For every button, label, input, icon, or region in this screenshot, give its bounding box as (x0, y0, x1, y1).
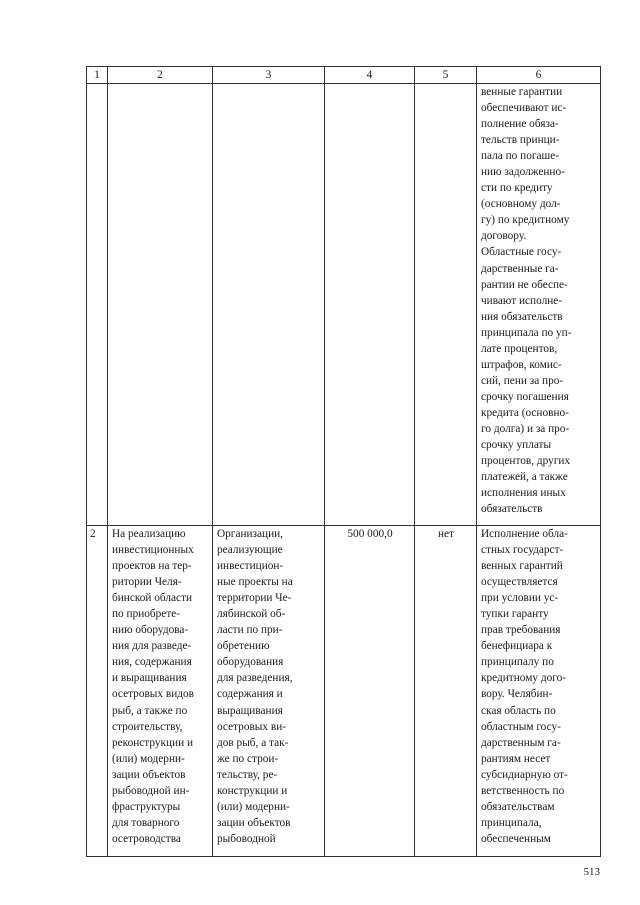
page-number: 513 (583, 866, 600, 878)
recourse-right: нет (438, 528, 454, 540)
row-number: 2 (90, 528, 96, 540)
row1-col2 (108, 84, 213, 526)
row1-col6 (477, 84, 601, 526)
header-col-2: 2 (108, 67, 213, 84)
row2-col3 (213, 526, 325, 857)
row1-col5 (415, 84, 477, 526)
row2-col2 (108, 526, 213, 857)
header-col-5: 5 (415, 67, 477, 84)
header-row (87, 67, 601, 84)
row1-col1 (87, 84, 108, 526)
guarantee-conditions-continued: венные гарантии обеспечивают ис- полнение обяза- тельств принци- пала по погаше- нию задолженно- сти по кредиту (основному дол- гу) по кредитному договору. Областные госу- дарственные га- рантии не обеспе- чивают исполне- ния обязательств принципала по уп- лате процентов, штрафов, комис- сий, пени за про- срочку погашения кредита (основно- го долга) и за про- срочку уплаты процентов, других платежей, а также исполнения иных обязательств (481, 86, 572, 516)
guarantee-table (86, 66, 601, 857)
header-col-3: 3 (213, 67, 325, 84)
header-col-4: 4 (325, 67, 415, 84)
table-row (87, 84, 601, 526)
row2-col4 (325, 526, 415, 857)
header-col-1: 1 (87, 67, 108, 84)
row2-col1 (87, 526, 108, 857)
guarantee-amount: 500 000,0 (347, 528, 393, 540)
row2-col5 (415, 526, 477, 857)
guarantee-purpose: На реализацию инвестиционных проектов на тер- ритории Челя- бинской области по приобрете- нию оборудова- ния для разведе- ния, содержания и выращивания осетровых видов рыб, а также по строительству, реконструкции и (или) модерни- зации объектов рыбоводной ин- фраструктуры для товарного осетроводства (112, 528, 194, 845)
principal-category: Организации, реализующие инвестицион- ные проекты на территории Че- лябинской об- ласти по при- обретению оборудования для разведения, содержания и выращивания осетровых ви- дов рыб, а так- же по строи- тельству, ре- конструкции и (или) модерни- зации объектов рыбоводной (217, 528, 293, 845)
guarantee-conditions: Исполнение обла- стных государст- венных гарантий осуществляется при условии ус- тупки гаранту прав требования бенефициара к принципалу по кредитному дого- вору. Челябин- ская область по областным госу- дарственным га- рантиям несет субсидиарную от- ветственность по обязательствам принципала, обеспеченным (481, 528, 568, 845)
header-col-6: 6 (477, 67, 601, 84)
row1-col3 (213, 84, 325, 526)
row1-col4 (325, 84, 415, 526)
table-row (87, 526, 601, 857)
row2-col6 (477, 526, 601, 857)
